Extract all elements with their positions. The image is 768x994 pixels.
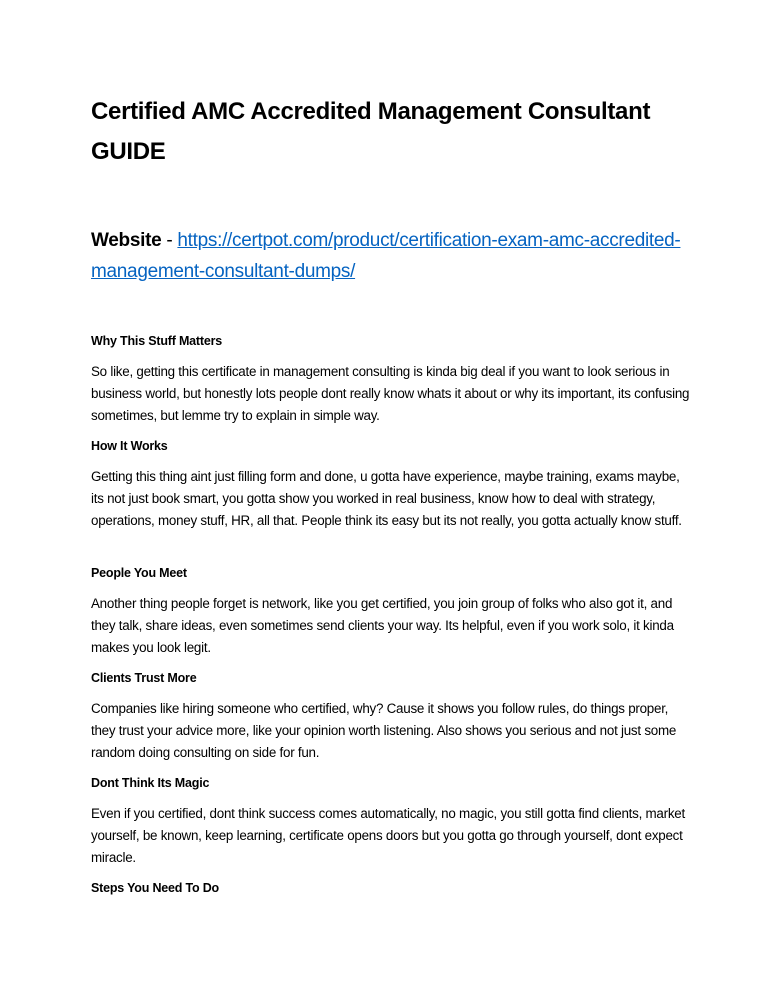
section-body: Getting this thing aint just filling form and done, u gotta have experience, maybe training, exams maybe, its not just book smart, you gotta show you worked in real business, know how to deal with strategy, operations, money stuff, HR, all that. People think its easy but its not really, you gotta actually know stuff.	[91, 469, 682, 528]
website-link[interactable]: https://certpot.com/product/certification-exam-amc-accredited-management-consultant-dumps/	[91, 230, 681, 282]
section-heading: How It Works	[91, 439, 168, 453]
section-how-it-works	[91, 438, 691, 532]
section-heading: Clients Trust More	[91, 671, 197, 685]
website-label: Website	[91, 230, 162, 251]
section-body: Another thing people forget is network, like you get certified, you join group of folks who also got it, and they talk, share ideas, even sometimes send clients your way. Its helpful, even if you work solo, it kinda makes you look legit.	[91, 596, 674, 655]
section-people-you-meet	[91, 565, 691, 659]
section-heading: Dont Think Its Magic	[91, 776, 210, 790]
section-heading: Why This Stuff Matters	[91, 334, 223, 348]
section-heading: People You Meet	[91, 566, 187, 580]
section-clients-trust-more	[91, 670, 691, 764]
section-body: So like, getting this certificate in management consulting is kinda big deal if you want to look serious in business world, but honestly lots people dont really know whats it about or why its important, its confusing sometimes, but lemme try to explain in simple way.	[91, 364, 690, 423]
document-title: Certified AMC Accredited Management Consultant GUIDE	[91, 98, 651, 165]
section-body: Companies like hiring someone who certified, why? Cause it shows you follow rules, do things proper, they trust your advice more, like your opinion worth listening. Also shows you serious and not just some random doing consulting on side for fun.	[91, 701, 677, 760]
website-separator: -	[161, 230, 178, 251]
section-steps-you-need-to-do	[91, 880, 691, 896]
section-why-this-stuff-matters	[91, 333, 691, 427]
section-dont-think-its-magic	[91, 775, 691, 869]
section-heading: Steps You Need To Do	[91, 881, 219, 895]
section-body: Even if you certified, dont think success comes automatically, no magic, you still gotta find clients, market yourself, be known, keep learning, certificate opens doors but you gotta go through yourself, dont expect miracle.	[91, 806, 685, 865]
website-line	[91, 225, 691, 287]
